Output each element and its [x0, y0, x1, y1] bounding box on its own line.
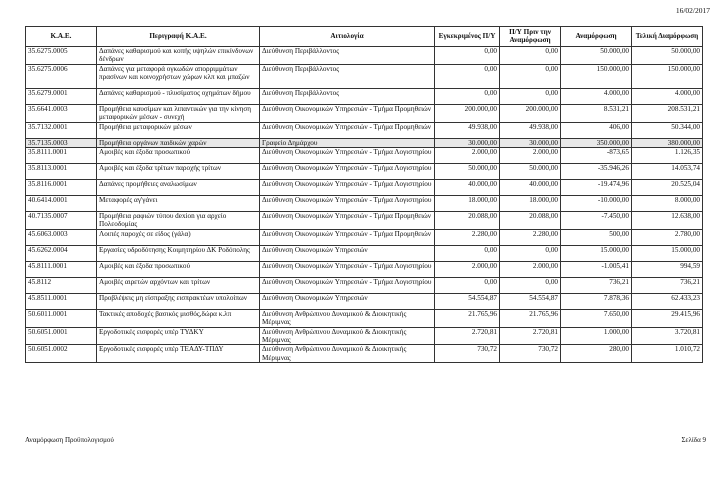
- cell-kae: 45.8112: [26, 277, 97, 293]
- cell-before: 730,72: [500, 345, 561, 363]
- cell-kae: 35.7132.0001: [26, 122, 97, 138]
- cell-kae: 35.7135.0003: [26, 138, 97, 147]
- cell-change: 736,21: [561, 277, 632, 293]
- cell-approved: 2.280,00: [435, 229, 500, 245]
- cell-desc: Αμοιβές αιρετών αρχόντων και τρίτων: [97, 277, 260, 293]
- cell-kae: 35.8116.0001: [26, 180, 97, 196]
- cell-final: 4.000,00: [632, 88, 703, 104]
- cell-desc: Τακτικές αποδοχές βασικός μισθός,δώρα κ.λπ: [97, 309, 260, 327]
- cell-reason: Διεύθυνση Οικονομικών Υπηρεσιών - Τμήμα Προμηθειών: [260, 104, 435, 122]
- cell-desc: Δαπάνες καθαρισμού - πλυσίματος οχημάτων δήμου: [97, 88, 260, 104]
- cell-kae: 35.8111.0001: [26, 148, 97, 164]
- cell-desc: Προμήθεια οργάνων παιδικών χαρών: [97, 138, 260, 147]
- cell-kae: 50.6011.0001: [26, 309, 97, 327]
- cell-reason: Διεύθυνση Περιβάλλοντος: [260, 47, 435, 65]
- cell-change: -873,65: [561, 148, 632, 164]
- budget-revision-table: [25, 26, 703, 363]
- cell-reason: Διεύθυνση Οικονομικών Υπηρεσιών - Τμήμα Λογιστηρίου: [260, 261, 435, 277]
- table-row: [26, 148, 703, 164]
- cell-change: -35.946,26: [561, 164, 632, 180]
- cell-approved: 20.088,00: [435, 212, 500, 230]
- cell-before: 2.280,00: [500, 229, 561, 245]
- cell-change: 7.650,00: [561, 309, 632, 327]
- cell-kae: 35.6275.0006: [26, 64, 97, 88]
- cell-final: 736,21: [632, 277, 703, 293]
- cell-kae: 35.8113.0001: [26, 164, 97, 180]
- cell-approved: 2.000,00: [435, 148, 500, 164]
- cell-change: -19.474,96: [561, 180, 632, 196]
- cell-final: 50.000,00: [632, 47, 703, 65]
- cell-before: 2.000,00: [500, 148, 561, 164]
- cell-reason: Διεύθυνση Περιβάλλοντος: [260, 64, 435, 88]
- cell-change: 280,00: [561, 345, 632, 363]
- cell-approved: 0,00: [435, 277, 500, 293]
- cell-final: 20.525,04: [632, 180, 703, 196]
- cell-desc: Εργοδοτικές εισφορές υπέρ ΤΥΔΚΥ: [97, 327, 260, 345]
- cell-final: 29.415,96: [632, 309, 703, 327]
- cell-before: 20.088,00: [500, 212, 561, 230]
- cell-kae: 45.8511.0001: [26, 293, 97, 309]
- cell-reason: Διεύθυνση Οικονομικών Υπηρεσιών: [260, 293, 435, 309]
- cell-before: 49.938,00: [500, 122, 561, 138]
- cell-kae: 45.6262.0004: [26, 245, 97, 261]
- cell-final: 14.053,74: [632, 164, 703, 180]
- cell-approved: 50.000,00: [435, 164, 500, 180]
- document-date: 16/02/2017: [675, 6, 710, 15]
- cell-change: -7.450,00: [561, 212, 632, 230]
- cell-reason: Διεύθυνση Οικονομικών Υπηρεσιών: [260, 245, 435, 261]
- table-row: [26, 164, 703, 180]
- cell-approved: 730,72: [435, 345, 500, 363]
- cell-change: 500,00: [561, 229, 632, 245]
- cell-final: 380.000,00: [632, 138, 703, 147]
- table-row: [26, 88, 703, 104]
- cell-approved: 0,00: [435, 64, 500, 88]
- cell-desc: Λοιπές παροχές σε είδος (γάλα): [97, 229, 260, 245]
- table-row: [26, 229, 703, 245]
- cell-desc: Προμήθεια καυσίμων και λιπαντικών για την κίνηση μεταφορικών μέσων - συνεχή: [97, 104, 260, 122]
- column-header-final: Τελική Διαμόρφωση: [632, 27, 703, 47]
- cell-before: 200.000,00: [500, 104, 561, 122]
- cell-change: 8.531,21: [561, 104, 632, 122]
- cell-before: 40.000,00: [500, 180, 561, 196]
- page-number: Σελίδα 9: [681, 436, 706, 444]
- cell-change: 15.000,00: [561, 245, 632, 261]
- cell-before: 0,00: [500, 245, 561, 261]
- cell-approved: 54.554,87: [435, 293, 500, 309]
- cell-reason: Διεύθυνση Οικονομικών Υπηρεσιών - Τμήμα Προμηθειών: [260, 229, 435, 245]
- cell-final: 2.780,00: [632, 229, 703, 245]
- cell-reason: Διεύθυνση Οικονομικών Υπηρεσιών - Τμήμα Λογιστηρίου: [260, 277, 435, 293]
- table-row: [26, 277, 703, 293]
- table-row: [26, 212, 703, 230]
- table-row: [26, 309, 703, 327]
- cell-desc: Δαπάνες καθαρισμού και κοπής υψηλών επικίνδυνων δένδρων: [97, 47, 260, 65]
- cell-final: 62.433,23: [632, 293, 703, 309]
- table-row: [26, 138, 703, 147]
- cell-approved: 0,00: [435, 47, 500, 65]
- cell-before: 2.000,00: [500, 261, 561, 277]
- cell-desc: Εργασίες υδροδότησης Κοιμητηρίου ΔΚ Ροδόπολης: [97, 245, 260, 261]
- cell-approved: 21.765,96: [435, 309, 500, 327]
- cell-approved: 18.000,00: [435, 196, 500, 212]
- cell-before: 2.720,81: [500, 327, 561, 345]
- table-row: [26, 293, 703, 309]
- cell-change: -10.000,00: [561, 196, 632, 212]
- column-header-change: Αναμόρφωση: [561, 27, 632, 47]
- cell-before: 0,00: [500, 64, 561, 88]
- cell-approved: 40.000,00: [435, 180, 500, 196]
- cell-desc: Αμοιβές και έξοδα προσωπικού: [97, 148, 260, 164]
- table-row: [26, 327, 703, 345]
- cell-desc: Προμήθεια ραφιών τύπου dexion για αρχείο Πολεοδομίας: [97, 212, 260, 230]
- cell-desc: Δαπάνες για μεταφορά ογκωδών απορριμμάτων πρασίνων και κοινοχρήστων χώρων κλπ και μπαζών: [97, 64, 260, 88]
- cell-change: 4.000,00: [561, 88, 632, 104]
- cell-reason: Διεύθυνση Περιβάλλοντος: [260, 88, 435, 104]
- cell-desc: Δαπάνες προμήθειες αναλωσίμων: [97, 180, 260, 196]
- cell-reason: Διεύθυνση Ανθρώπινου Δυναμικού & Διοικητικής Μέριμνας: [260, 345, 435, 363]
- cell-final: 8.000,00: [632, 196, 703, 212]
- cell-before: 0,00: [500, 277, 561, 293]
- cell-before: 0,00: [500, 47, 561, 65]
- cell-kae: 40.7135.0007: [26, 212, 97, 230]
- cell-change: 150.000,00: [561, 64, 632, 88]
- cell-change: 350.000,00: [561, 138, 632, 147]
- cell-final: 15.000,00: [632, 245, 703, 261]
- cell-kae: 45.8111.0001: [26, 261, 97, 277]
- cell-before: 0,00: [500, 88, 561, 104]
- cell-desc: Μεταφορές αγ'γάνει: [97, 196, 260, 212]
- column-header-kae: Κ.Α.Ε.: [26, 27, 97, 47]
- cell-desc: Προβλέψεις μη είσπραξης εισπρακτέων υπολοίπων: [97, 293, 260, 309]
- cell-change: 1.000,00: [561, 327, 632, 345]
- table-row: [26, 196, 703, 212]
- cell-desc: Προμήθεια μεταφορικών μέσων: [97, 122, 260, 138]
- cell-desc: Αμοιβές και έξοδα τρίτων παροχής τρίτων: [97, 164, 260, 180]
- cell-approved: 2.720,81: [435, 327, 500, 345]
- cell-reason: Διεύθυνση Ανθρώπινου Δυναμικού & Διοικητικής Μέριμνας: [260, 309, 435, 327]
- cell-approved: 0,00: [435, 245, 500, 261]
- table-row: [26, 261, 703, 277]
- footer-title: Αναμόρφωση Προϋπολογισμού: [25, 436, 114, 444]
- cell-desc: Εργοδοτικές εισφορές υπέρ ΤΕΑΔΥ-ΤΠΔΥ: [97, 345, 260, 363]
- cell-before: 21.765,96: [500, 309, 561, 327]
- cell-reason: Διεύθυνση Οικονομικών Υπηρεσιών - Τμήμα Προμηθειών: [260, 212, 435, 230]
- cell-reason: Διεύθυνση Οικονομικών Υπηρεσιών - Τμήμα Λογιστηρίου: [260, 164, 435, 180]
- cell-before: 18.000,00: [500, 196, 561, 212]
- table-row: [26, 64, 703, 88]
- cell-kae: 45.6063.0003: [26, 229, 97, 245]
- cell-approved: 30.000,00: [435, 138, 500, 147]
- cell-desc: Αμοιβές και έξοδα προσωπικού: [97, 261, 260, 277]
- table-row: [26, 345, 703, 363]
- cell-change: 50.000,00: [561, 47, 632, 65]
- cell-final: 12.638,00: [632, 212, 703, 230]
- cell-final: 1.126,35: [632, 148, 703, 164]
- cell-kae: 50.6051.0002: [26, 345, 97, 363]
- cell-reason: Γραφείο Δημάρχου: [260, 138, 435, 147]
- cell-kae: 35.6275.0005: [26, 47, 97, 65]
- cell-final: 1.010,72: [632, 345, 703, 363]
- cell-before: 54.554,87: [500, 293, 561, 309]
- cell-reason: Διεύθυνση Οικονομικών Υπηρεσιών - Τμήμα Λογιστηρίου: [260, 148, 435, 164]
- cell-before: 50.000,00: [500, 164, 561, 180]
- column-header-reason: Αιτιολογία: [260, 27, 435, 47]
- cell-reason: Διεύθυνση Ανθρώπινου Δυναμικού & Διοικητικής Μέριμνας: [260, 327, 435, 345]
- cell-before: 30.000,00: [500, 138, 561, 147]
- table-row: [26, 47, 703, 65]
- cell-kae: 50.6051.0001: [26, 327, 97, 345]
- cell-kae: 40.6414.0001: [26, 196, 97, 212]
- table-row: [26, 104, 703, 122]
- cell-final: 50.344,00: [632, 122, 703, 138]
- column-header-description: Περιγραφή Κ.Α.Ε.: [97, 27, 260, 47]
- cell-change: 406,00: [561, 122, 632, 138]
- column-header-before: Π/Υ Πριν την Αναμόρφωση: [500, 27, 561, 47]
- cell-approved: 200.000,00: [435, 104, 500, 122]
- column-header-approved: Εγκεκριμένος Π/Υ: [435, 27, 500, 47]
- table-header-row: [26, 27, 703, 47]
- cell-approved: 0,00: [435, 88, 500, 104]
- cell-change: -1.005,41: [561, 261, 632, 277]
- cell-reason: Διεύθυνση Οικονομικών Υπηρεσιών - Τμήμα Προμηθειών: [260, 122, 435, 138]
- table-row: [26, 180, 703, 196]
- cell-reason: Διεύθυνση Οικονομικών Υπηρεσιών - Τμήμα Λογιστηρίου: [260, 180, 435, 196]
- cell-reason: Διεύθυνση Οικονομικών Υπηρεσιών - Τμήμα Λογιστηρίου: [260, 196, 435, 212]
- cell-kae: 35.6641.0003: [26, 104, 97, 122]
- cell-approved: 2.000,00: [435, 261, 500, 277]
- cell-kae: 35.6279.0001: [26, 88, 97, 104]
- table-row: [26, 245, 703, 261]
- cell-final: 994,59: [632, 261, 703, 277]
- cell-change: 7.878,36: [561, 293, 632, 309]
- table-row: [26, 122, 703, 138]
- cell-final: 208.531,21: [632, 104, 703, 122]
- cell-approved: 49.938,00: [435, 122, 500, 138]
- cell-final: 150.000,00: [632, 64, 703, 88]
- cell-final: 3.720,81: [632, 327, 703, 345]
